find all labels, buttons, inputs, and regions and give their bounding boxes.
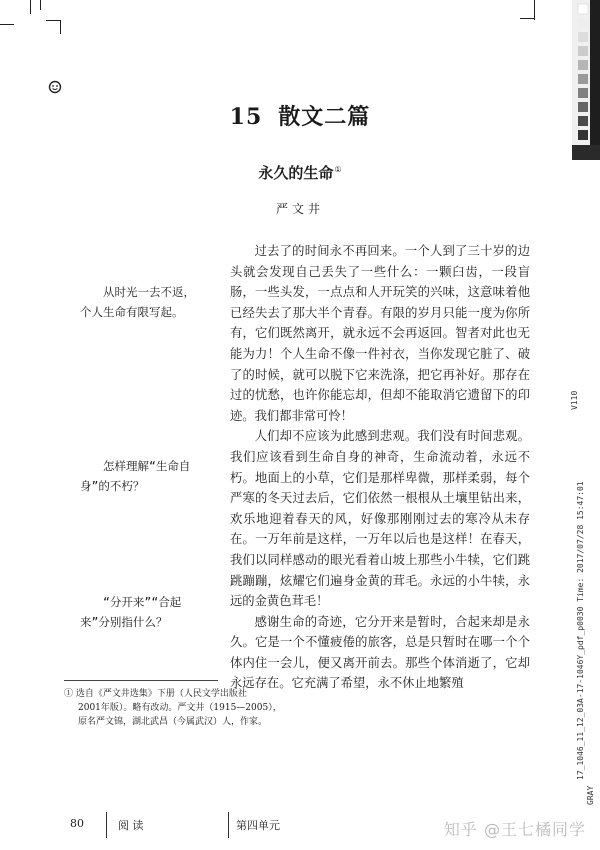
margin-note: “分开来”“合起来”分别指什么？ — [80, 595, 182, 629]
lesson-title-text: 散文二篇 — [278, 104, 371, 130]
crop-mark — [0, 24, 14, 25]
side-gray-label: GRAY — [586, 785, 595, 805]
unit-label: 第四单元 — [236, 819, 280, 832]
side-code: V110 — [570, 390, 579, 410]
smiley-icon — [48, 80, 62, 94]
footnote-marker: ① — [334, 165, 342, 174]
essay-title — [0, 162, 600, 183]
watermark: 知乎 @王七橘同学 — [443, 820, 586, 839]
footnote-line: 原名严文锦，湖北武昌（今属武汉）人，作家。 — [78, 717, 268, 727]
paragraph: 感谢生命的奇迹，它分开来是暂时，合起来却是永久。它是一个不懂疲倦的旅客，总是只暂时在哪一个个体内住一会儿，便又离开前去。那些个体消逝了，它却永远存在。它充满了希望，永不休止地繁殖 — [230, 614, 530, 691]
gray-scale-bar — [572, 0, 600, 160]
footnote — [64, 687, 304, 729]
author-name: 严文井 — [275, 202, 324, 216]
footer-divider — [228, 812, 229, 838]
page-number: 80 — [70, 817, 84, 830]
footnote-line: ① 选自《严文井选集》下册（人民文学出版社 — [64, 689, 247, 699]
lesson-number: 15 — [229, 104, 263, 130]
essay-body — [230, 241, 530, 694]
footnote-line: 2001年版）。略有改动。严文井（1915—2005）， — [78, 703, 282, 713]
section-label: 阅 读 — [118, 819, 144, 832]
paragraph: 过去了的时间永不再回来。一个人到了三十岁的边头就会发现自己丢失了一些什么：一颗臼齿，一段盲肠，一些头发，一点点和人开玩笑的兴味，这意味着他已经失去了那大半个青春。有限的岁月只能一度为你所有，它们既然离开，就永远不会再返回。智者对此也无能为力！个人生命不像一件衬衣，当你发现它脏了、破了的时候，就可以脱下它来洗涤，把它再补好。那存在过的忧愁，也许你能忘却，但却不能取消它遗留下的印迹。我们都非常可怜！ — [230, 244, 530, 423]
footer-divider — [106, 812, 107, 838]
margin-note: 从时光一去不返，个人生命有限写起。 — [80, 285, 195, 319]
essay-title-text: 永久的生命 — [258, 164, 334, 182]
side-file-info: 17_1046_11_12_03A-17-1046Y_pdf_p0030 Time: 2017/07/28 15:47:01 — [576, 481, 585, 780]
crop-mark — [40, 0, 41, 10]
paragraph: 人们却不应该为此感到悲观。我们没有时间悲观。我们应该看到生命自身的神奇，生命流动着，永远不朽。地面上的小草，它们是那样卑微，那样柔弱，每个严寒的冬天过去后，它们依然一根根从土壤里钻出来，欢乐地迎着春天的风，好像那刚刚过去的寒冷从未存在。一万年前是这样，一万年以后也是这样！在春天，我们以同样感动的眼光看着山坡上那些小牛犊，它们跳跳蹦蹦，炫耀它们遍身金黄的茸毛。永远的小牛犊，永远的金黄色茸毛！ — [230, 429, 530, 609]
lesson-title — [0, 100, 600, 131]
crop-mark — [46, 20, 60, 21]
crop-mark — [30, 0, 31, 14]
footnote-divider — [64, 680, 218, 681]
crop-mark — [60, 20, 61, 34]
crop-mark — [520, 18, 534, 19]
crop-mark — [534, 0, 535, 20]
margin-note: 怎样理解“生命自身”的不朽？ — [80, 459, 191, 493]
